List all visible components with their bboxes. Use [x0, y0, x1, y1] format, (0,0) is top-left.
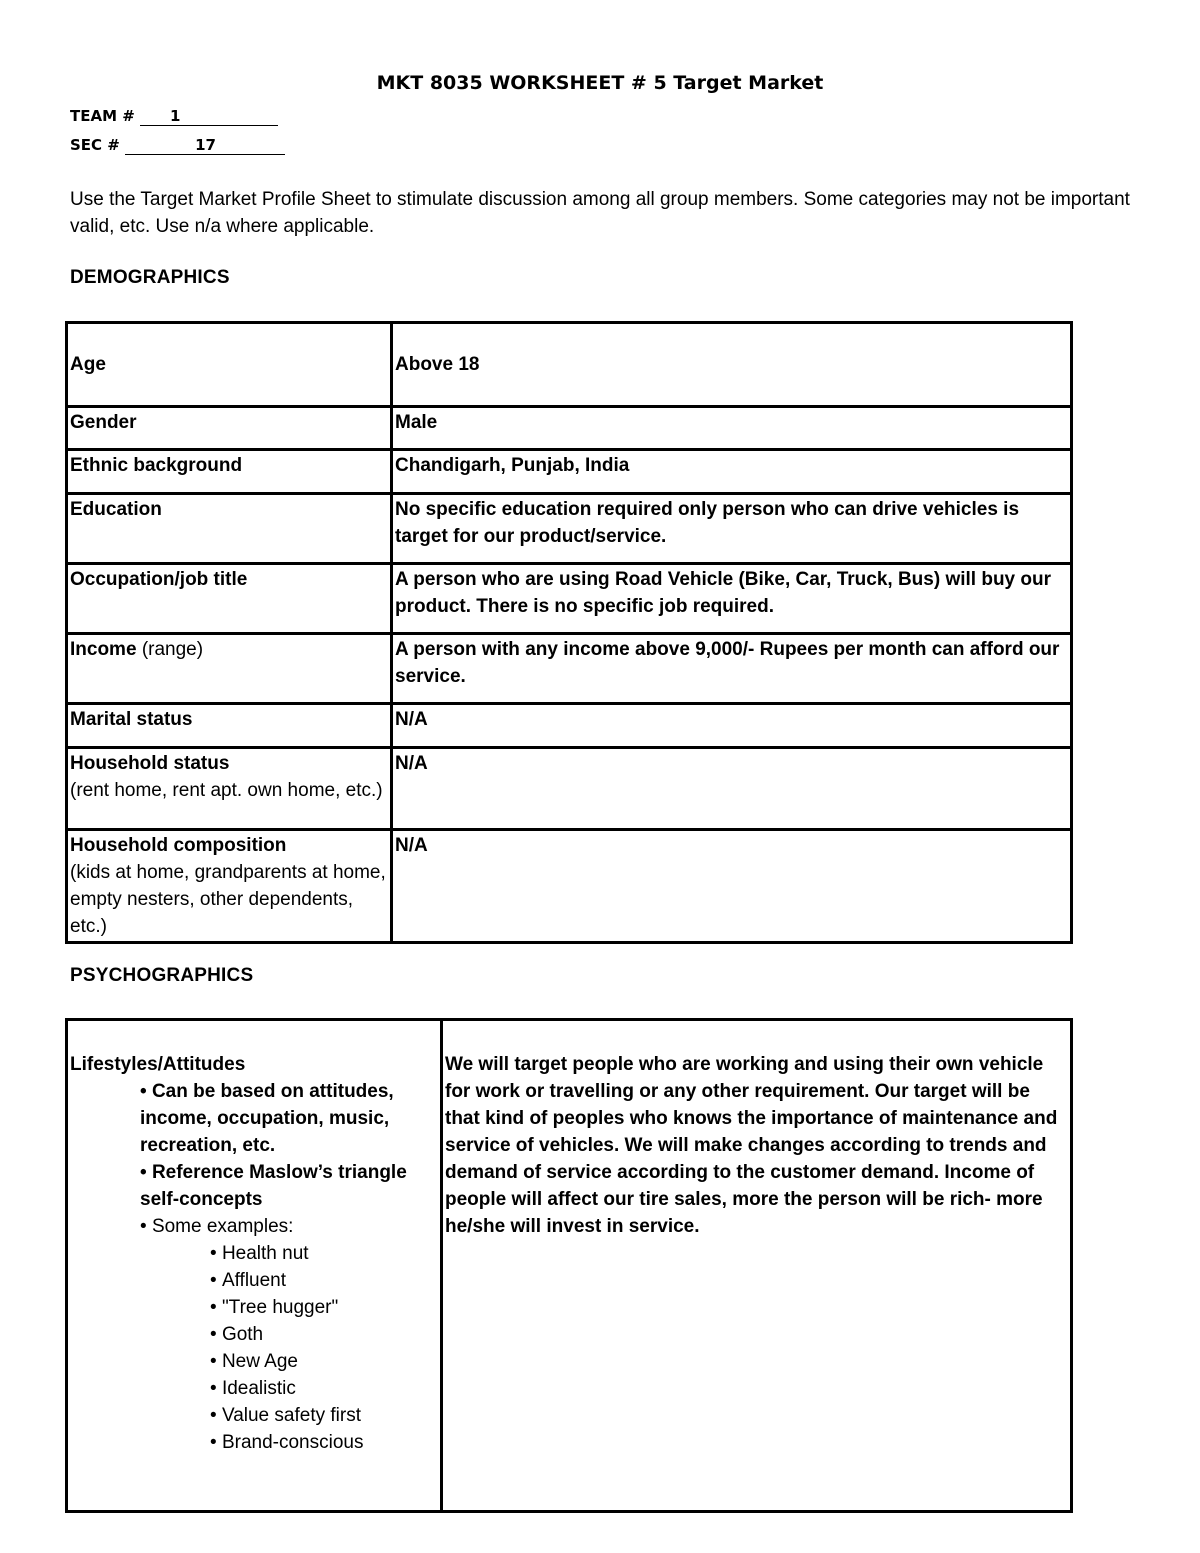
row-label: Marital status — [70, 709, 193, 730]
psychographics-table — [65, 1018, 1073, 1513]
row-value: Male — [392, 407, 1072, 450]
row-label-cell — [67, 748, 392, 830]
table-row — [67, 704, 1072, 748]
table-row — [67, 494, 1072, 564]
row-value: N/A — [392, 830, 1072, 943]
row-label-cell — [67, 564, 392, 634]
table-row — [67, 1020, 1072, 1512]
table-row — [67, 407, 1072, 450]
row-label: Age — [70, 354, 106, 375]
row-note: (range) — [141, 639, 204, 660]
team-field — [70, 107, 278, 126]
row-label-cell — [67, 450, 392, 494]
demographics-table — [65, 321, 1073, 944]
list-item: • Can be based on attitudes, income, occupation, music, recreation, etc. — [140, 1078, 438, 1159]
worksheet-title: MKT 8035 WORKSHEET # 5 Target Market — [376, 72, 824, 94]
examples-list — [140, 1240, 438, 1456]
section-field — [70, 136, 285, 155]
psychographics-heading: PSYCHOGRAPHICS — [70, 965, 254, 986]
team-label: TEAM # — [70, 107, 135, 125]
list-item: • Value safety first — [210, 1402, 438, 1429]
row-label: Income — [70, 639, 137, 660]
row-label-cell — [67, 407, 392, 450]
row-label-cell — [67, 634, 392, 704]
section-value: 17 — [125, 137, 285, 155]
examples-label: Some examples: — [151, 1216, 294, 1237]
row-label: Household status — [70, 753, 230, 774]
list-item: • Brand-conscious — [210, 1429, 438, 1456]
list-item: • Affluent — [210, 1267, 438, 1294]
table-row — [67, 323, 1072, 407]
demographics-heading: DEMOGRAPHICS — [70, 267, 230, 288]
row-value: A person who are using Road Vehicle (Bike, Car, Truck, Bus) will buy our product. There is no specific job required. — [392, 564, 1072, 634]
row-label-cell — [67, 704, 392, 748]
table-row — [67, 634, 1072, 704]
team-value: 1 — [140, 108, 278, 126]
lifestyles-label: Lifestyles/Attitudes — [70, 1054, 246, 1075]
row-label: Ethnic background — [70, 455, 243, 476]
table-row — [67, 564, 1072, 634]
table-row — [67, 450, 1072, 494]
list-item: • "Tree hugger" — [210, 1294, 438, 1321]
row-value: A person with any income above 9,000/- Rupees per month can afford our service. — [392, 634, 1072, 704]
list-item: • Reference Maslow’s triangle self-concepts — [140, 1159, 438, 1213]
section-label: SEC # — [70, 136, 120, 154]
list-item: • Health nut — [210, 1240, 438, 1267]
lifestyles-bullets — [70, 1078, 438, 1456]
row-label: Gender — [70, 412, 137, 433]
row-value: Chandigarh, Punjab, India — [392, 450, 1072, 494]
row-note: (kids at home, grandparents at home, empty nesters, other dependents, etc.) — [70, 862, 386, 937]
lifestyles-cell — [67, 1020, 442, 1512]
row-value: N/A — [392, 748, 1072, 830]
table-row — [67, 748, 1072, 830]
row-note: (rent home, rent apt. own home, etc.) — [70, 780, 383, 801]
row-label: Occupation/job title — [70, 569, 248, 590]
list-item: • Goth — [210, 1321, 438, 1348]
row-value: No specific education required only person who can drive vehicles is target for our product/service. — [392, 494, 1072, 564]
row-value: Above 18 — [392, 323, 1072, 407]
instructions-text: Use the Target Market Profile Sheet to stimulate discussion among all group members. Some categories may not be important valid, etc. Use n/a where applicable. — [70, 189, 1130, 237]
list-item: • Idealistic — [210, 1375, 438, 1402]
list-item: • New Age — [210, 1348, 438, 1375]
table-row — [67, 830, 1072, 943]
row-label-cell — [67, 830, 392, 943]
examples-item — [140, 1213, 438, 1456]
row-label-cell — [67, 323, 392, 407]
row-value: N/A — [392, 704, 1072, 748]
row-label: Household composition — [70, 835, 287, 856]
row-label: Education — [70, 499, 162, 520]
lifestyles-value: We will target people who are working and using their own vehicle for work or travelling or any other requirement. Our target will be that kind of peoples who knows the importance of maintenance and service of vehicles. We will make changes according to trends and demand of service according to the customer demand. Income of people will affect our tire sales, more the person will be rich- more he/she will invest in service. — [442, 1020, 1072, 1512]
row-label-cell — [67, 494, 392, 564]
